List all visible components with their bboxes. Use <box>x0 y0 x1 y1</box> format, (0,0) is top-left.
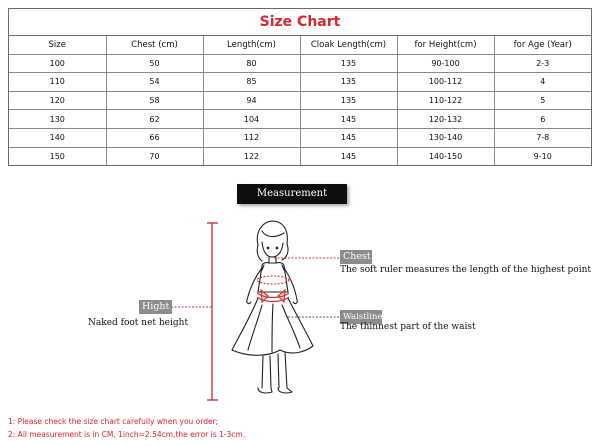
cell-cloak-length: 145 <box>300 128 397 147</box>
cell-height: 90-100 <box>397 54 494 73</box>
cell-chest: 54 <box>106 73 203 92</box>
cell-cloak-length: 135 <box>300 54 397 73</box>
cell-length: 122 <box>203 147 300 165</box>
cell-cloak-length: 135 <box>300 91 397 110</box>
cell-age: 7-8 <box>494 128 591 147</box>
chest-measure-ellipse <box>257 276 289 284</box>
cell-length: 94 <box>203 91 300 110</box>
cell-chest: 66 <box>106 128 203 147</box>
hight-description: Naked foot net height <box>88 318 189 328</box>
chest-label: Chest <box>340 250 372 264</box>
header-length: Length(cm) <box>203 36 300 54</box>
header-chest: Chest (cm) <box>106 36 203 54</box>
cell-length: 104 <box>203 110 300 129</box>
size-chart-title: Size Chart <box>9 9 591 36</box>
cell-height: 140-150 <box>397 147 494 165</box>
cell-chest: 50 <box>106 54 203 73</box>
header-age: for Age (Year) <box>494 36 591 54</box>
height-measure-line <box>207 223 218 400</box>
waistline-label: Waistline <box>340 310 382 324</box>
cell-cloak-length: 135 <box>300 73 397 92</box>
measurement-method-title: Measurement Method <box>237 184 347 204</box>
hight-label: Hight <box>139 300 172 314</box>
cell-age: 6 <box>494 110 591 129</box>
cell-size: 120 <box>9 91 106 110</box>
cell-length: 80 <box>203 54 300 73</box>
note-line-2: 2: All measurement is in CM, 1inch=2.54cm,the error is 1-3cm. <box>8 430 246 439</box>
cell-length: 112 <box>203 128 300 147</box>
cell-size: 140 <box>9 128 106 147</box>
header-size: Size <box>9 36 106 54</box>
cell-chest: 70 <box>106 147 203 165</box>
waistline-description: The thinnest part of the waist <box>340 322 476 332</box>
cell-length: 85 <box>203 73 300 92</box>
cell-size: 100 <box>9 54 106 73</box>
cell-age: 5 <box>494 91 591 110</box>
cell-age: 2-3 <box>494 54 591 73</box>
header-cloak-length: Cloak Length(cm) <box>300 36 397 54</box>
cell-age: 4 <box>494 73 591 92</box>
cell-cloak-length: 145 <box>300 147 397 165</box>
header-height: for Height(cm) <box>397 36 494 54</box>
girl-outline <box>232 221 313 393</box>
cell-size: 150 <box>9 147 106 165</box>
cell-height: 120-132 <box>397 110 494 129</box>
cell-height: 110-122 <box>397 91 494 110</box>
cell-size: 130 <box>9 110 106 129</box>
chest-description: The soft ruler measures the length of the highest point <box>340 265 592 275</box>
cell-cloak-length: 145 <box>300 110 397 129</box>
cell-height: 130-140 <box>397 128 494 147</box>
cell-height: 100-112 <box>397 73 494 92</box>
cell-chest: 62 <box>106 110 203 129</box>
cell-age: 9-10 <box>494 147 591 165</box>
note-line-1: 1: Please check the size chart carefully when you order; <box>8 417 219 426</box>
cell-size: 110 <box>9 73 106 92</box>
cell-chest: 58 <box>106 91 203 110</box>
